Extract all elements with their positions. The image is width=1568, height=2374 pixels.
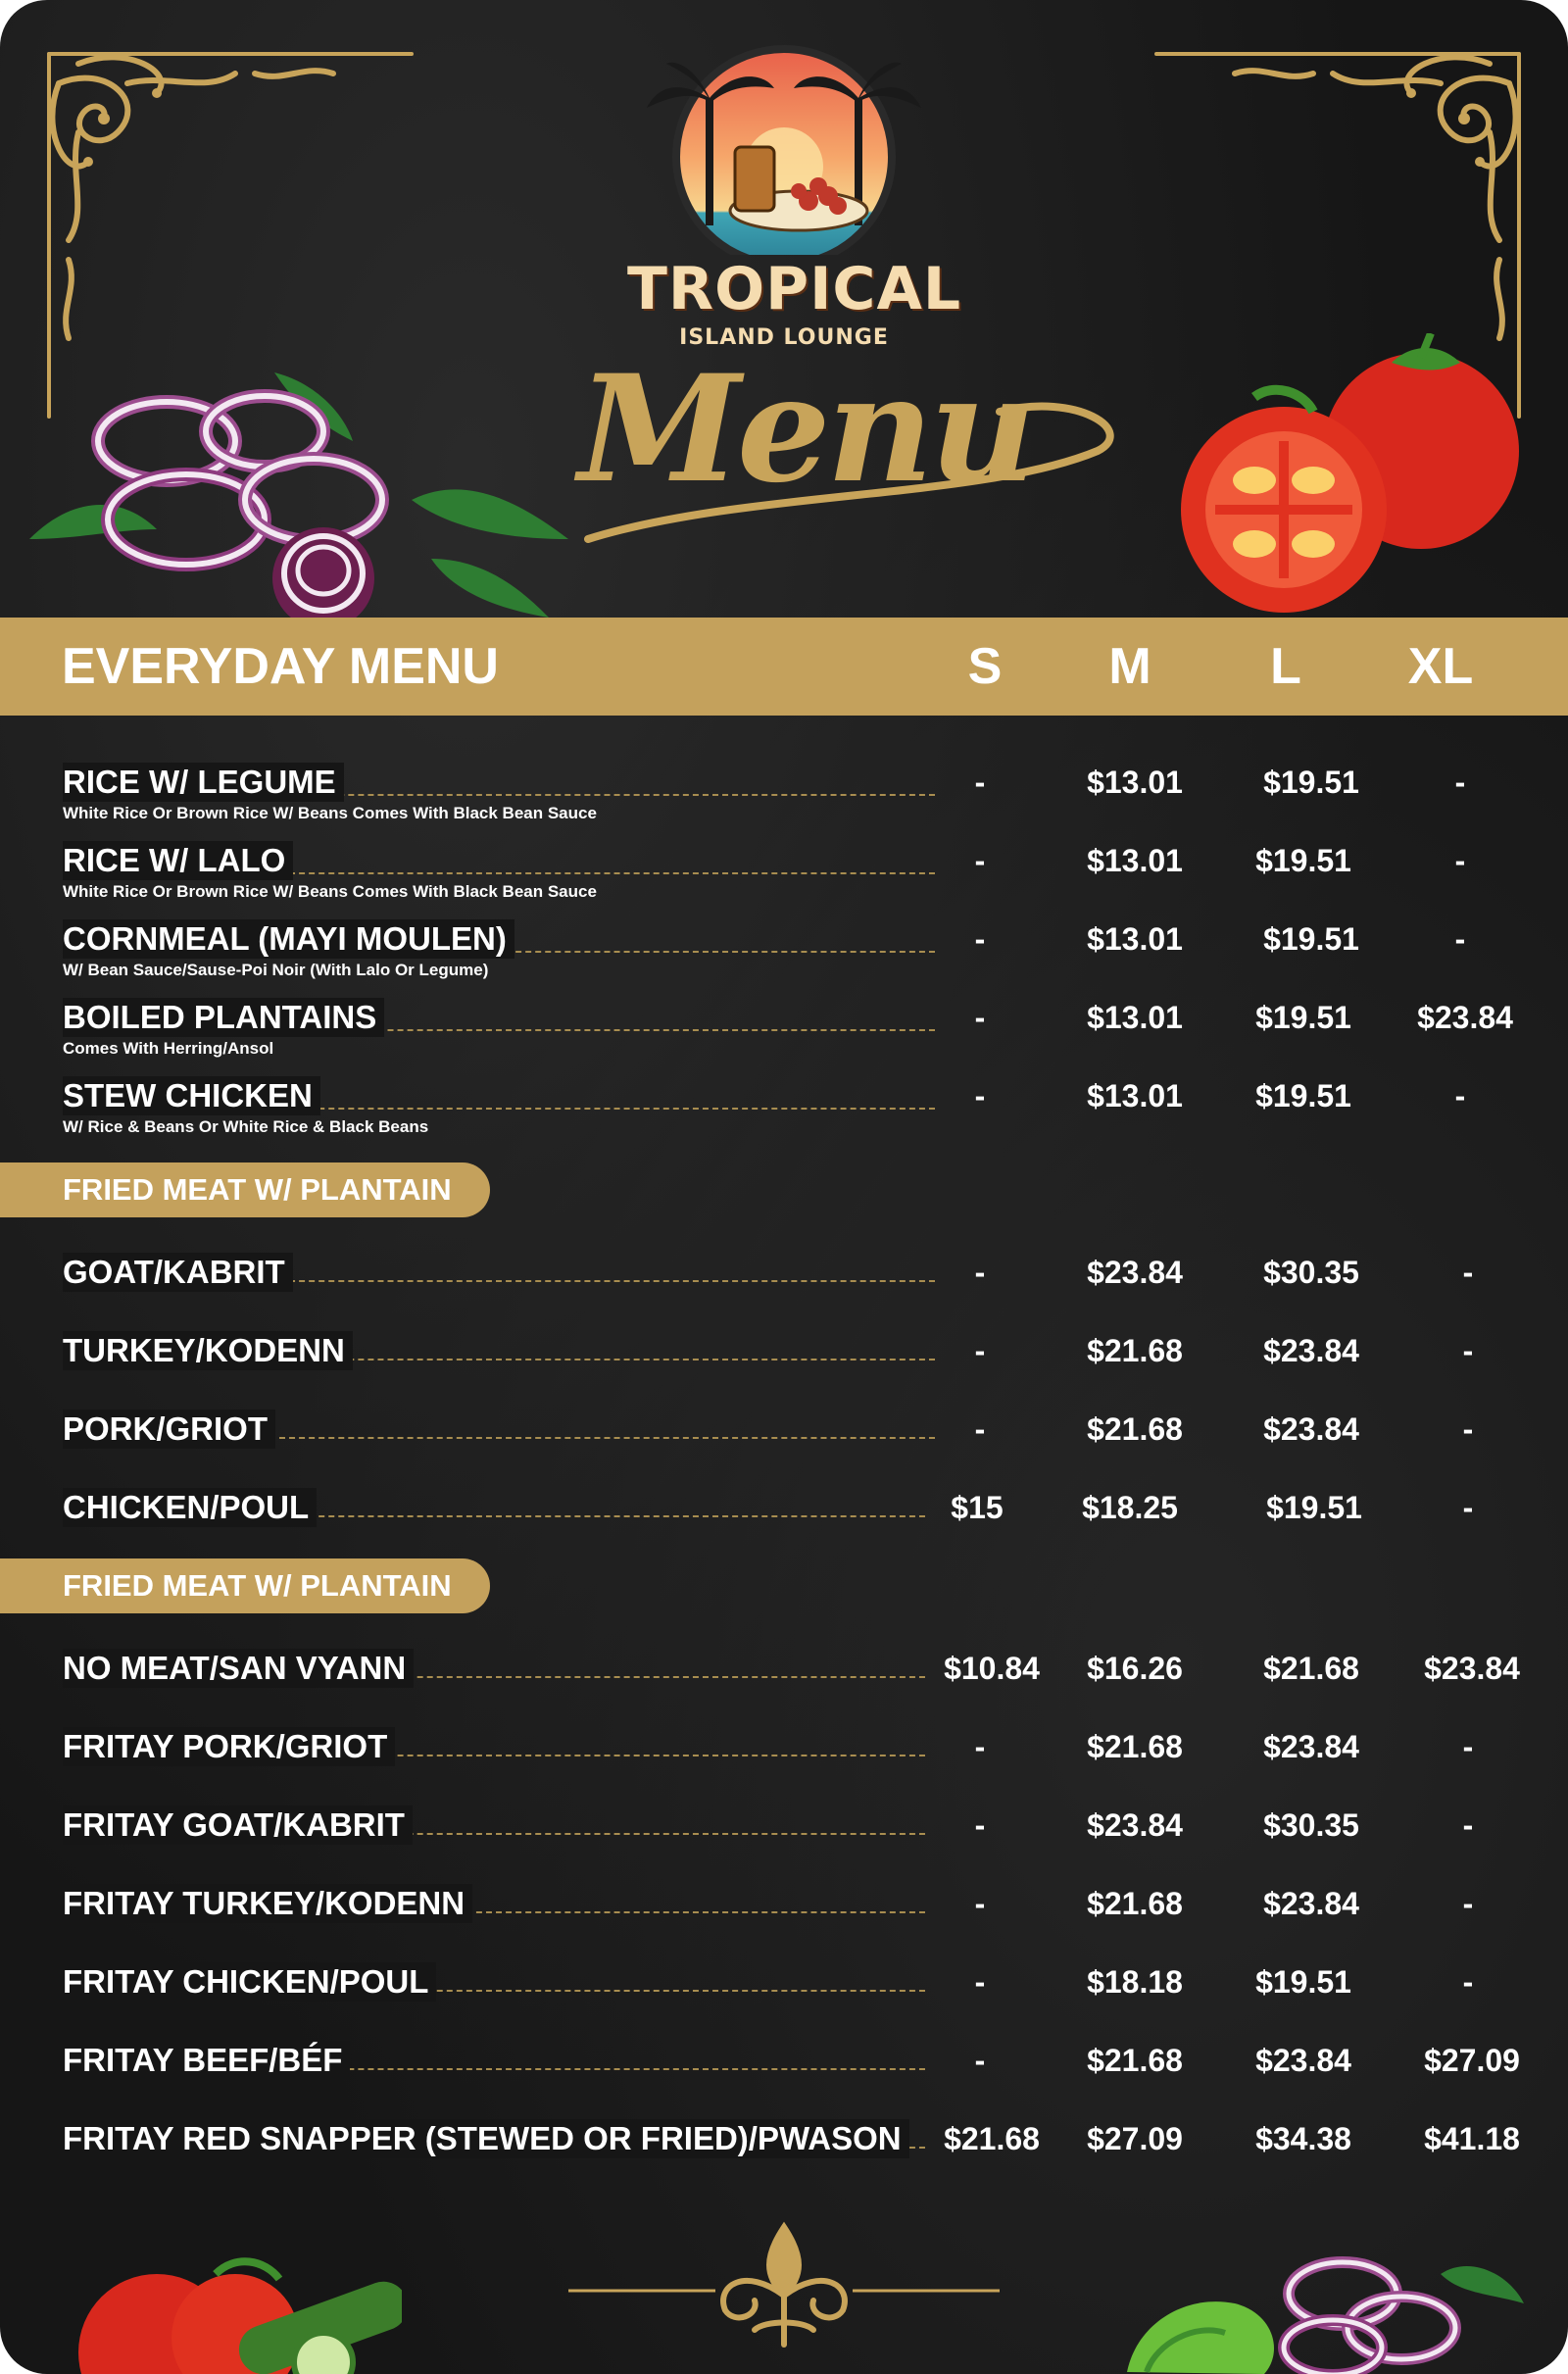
item-description: W/ Bean Sauce/Sause-Poi Noir (With Lalo Or Legume)	[63, 961, 489, 979]
item-name: CORNMEAL (MAYI MOULEN)	[63, 919, 514, 959]
item-name: FRITAY GOAT/KABRIT	[63, 1805, 413, 1845]
fleur-ornament-icon	[568, 2217, 1000, 2354]
price-m: $13.01	[1087, 1078, 1183, 1113]
price-l: $19.51	[1255, 1078, 1351, 1113]
brand-logo	[627, 39, 962, 350]
price-xl: -	[1454, 1078, 1466, 1113]
menu-item-row	[0, 2119, 1568, 2188]
price-l: $34.38	[1255, 2121, 1351, 2156]
price-s: -	[974, 1078, 986, 1113]
item-name: FRITAY BEEF/BÉF	[63, 2041, 350, 2080]
price-s: -	[974, 1333, 986, 1368]
price-s: -	[974, 1411, 986, 1447]
item-name: NO MEAT/SAN VYANN	[63, 1649, 414, 1688]
item-description: Comes With Herring/Ansol	[63, 1039, 274, 1058]
price-l: $23.84	[1255, 2043, 1351, 2078]
tomato-cucumber-icon	[69, 2245, 402, 2374]
price-s: -	[974, 1964, 986, 2000]
menu-heading	[568, 333, 1117, 549]
item-description: White Rice Or Brown Rice W/ Beans Comes With Black Bean Sauce	[63, 804, 597, 822]
price-m: $27.09	[1087, 2121, 1183, 2156]
item-name: TURKEY/KODENN	[63, 1331, 353, 1370]
section-pill-fried-meat	[0, 1162, 490, 1217]
price-l: $21.68	[1263, 1651, 1359, 1686]
price-xl: $23.84	[1417, 1000, 1513, 1035]
price-l: $19.51	[1263, 765, 1359, 800]
menu-heading-text: Menu	[578, 343, 1033, 516]
menu-item-row	[0, 1253, 1568, 1321]
item-name: BOILED PLANTAINS	[63, 998, 384, 1037]
menu-item-row	[0, 998, 1568, 1066]
price-xl: -	[1462, 1255, 1474, 1290]
size-header-l: L	[1270, 638, 1301, 695]
menu-item-row	[0, 841, 1568, 910]
item-name: FRITAY CHICKEN/POUL	[63, 1962, 436, 2002]
menu-item-row	[0, 1805, 1568, 1874]
price-xl: -	[1454, 843, 1466, 878]
menu-item-row	[0, 919, 1568, 988]
price-m: $16.26	[1087, 1651, 1183, 1686]
price-l: $23.84	[1263, 1411, 1359, 1447]
price-l: $19.51	[1255, 1000, 1351, 1035]
price-s: -	[974, 921, 986, 957]
price-xl: -	[1462, 1490, 1474, 1525]
heading-swash-icon	[568, 333, 1117, 549]
price-s: -	[974, 1729, 986, 1764]
price-s: $15	[951, 1490, 1004, 1525]
price-l: $19.51	[1266, 1490, 1362, 1525]
price-s: -	[974, 1000, 986, 1035]
price-m: $23.84	[1087, 1255, 1183, 1290]
price-m: $21.68	[1087, 1333, 1183, 1368]
price-xl: $27.09	[1424, 2043, 1520, 2078]
price-m: $21.68	[1087, 1729, 1183, 1764]
item-name: GOAT/KABRIT	[63, 1253, 293, 1292]
price-l: $23.84	[1263, 1886, 1359, 1921]
band-title: EVERYDAY MENU	[62, 638, 499, 695]
onion-rings-icon	[20, 363, 588, 637]
size-header-s: S	[967, 638, 1003, 695]
item-name: STEW CHICKEN	[63, 1076, 320, 1115]
price-s: -	[974, 1255, 986, 1290]
price-m: $23.84	[1087, 1807, 1183, 1843]
item-name: PORK/GRIOT	[63, 1410, 275, 1449]
price-m: $21.68	[1087, 2043, 1183, 2078]
price-s: $21.68	[944, 2121, 1040, 2156]
item-name: FRITAY RED SNAPPER (STEWED OR FRIED)/PWASON	[63, 2119, 909, 2158]
size-header-m: M	[1108, 638, 1152, 695]
section-pill-fried-meat	[0, 1558, 490, 1613]
menu-item-row	[0, 2041, 1568, 2109]
item-name: FRITAY TURKEY/KODENN	[63, 1884, 472, 1923]
price-s: -	[974, 1886, 986, 1921]
price-xl: -	[1462, 1333, 1474, 1368]
price-m: $13.01	[1087, 1000, 1183, 1035]
item-name: FRITAY PORK/GRIOT	[63, 1727, 395, 1766]
price-xl: -	[1454, 765, 1466, 800]
price-m: $18.25	[1082, 1490, 1178, 1525]
item-description: W/ Rice & Beans Or White Rice & Black Beans	[63, 1117, 429, 1136]
price-l: $30.35	[1263, 1255, 1359, 1290]
price-m: $13.01	[1087, 843, 1183, 878]
price-xl: $41.18	[1424, 2121, 1520, 2156]
price-m: $13.01	[1087, 921, 1183, 957]
price-l: $19.51	[1263, 921, 1359, 957]
price-xl: -	[1462, 1729, 1474, 1764]
price-m: $18.18	[1087, 1964, 1183, 2000]
brand-tagline: ISLAND LOUNGE	[679, 325, 889, 350]
menu-item-row	[0, 1331, 1568, 1400]
menu-item-row	[0, 763, 1568, 831]
price-s: -	[974, 1807, 986, 1843]
menu-item-row	[0, 1962, 1568, 2031]
menu-item-row	[0, 1488, 1568, 1557]
menu-item-row	[0, 1727, 1568, 1796]
size-header-xl: XL	[1407, 638, 1474, 695]
price-s: -	[974, 2043, 986, 2078]
price-l: $30.35	[1263, 1807, 1359, 1843]
price-m: $21.68	[1087, 1886, 1183, 1921]
menu-item-row	[0, 1649, 1568, 1717]
section-title: FRIED MEAT W/ PLANTAIN	[63, 1568, 452, 1603]
item-name: RICE W/ LALO	[63, 841, 293, 880]
price-s: -	[974, 765, 986, 800]
price-xl: $23.84	[1424, 1651, 1520, 1686]
price-xl: -	[1462, 1964, 1474, 2000]
sunset-palm-icon	[627, 39, 941, 255]
everyday-menu-band	[0, 618, 1568, 716]
price-xl: -	[1462, 1886, 1474, 1921]
item-name: RICE W/ LEGUME	[63, 763, 344, 802]
menu-item-row	[0, 1410, 1568, 1478]
price-m: $21.68	[1087, 1411, 1183, 1447]
price-m: $13.01	[1087, 765, 1183, 800]
price-xl: -	[1454, 921, 1466, 957]
item-name: CHICKEN/POUL	[63, 1488, 317, 1527]
price-l: $23.84	[1263, 1729, 1359, 1764]
menu-item-row	[0, 1884, 1568, 1953]
section-title: FRIED MEAT W/ PLANTAIN	[63, 1172, 452, 1207]
price-xl: -	[1462, 1411, 1474, 1447]
price-xl: -	[1462, 1807, 1474, 1843]
brand-name: TROPICAL	[627, 255, 962, 323]
price-l: $19.51	[1255, 843, 1351, 878]
price-l: $19.51	[1255, 1964, 1351, 2000]
price-s: $10.84	[944, 1651, 1040, 1686]
item-description: White Rice Or Brown Rice W/ Beans Comes With Black Bean Sauce	[63, 882, 597, 901]
menu-item-row	[0, 1076, 1568, 1145]
lettuce-onion-icon	[1117, 2235, 1529, 2374]
price-s: -	[974, 843, 986, 878]
price-l: $23.84	[1263, 1333, 1359, 1368]
tomato-icon	[1166, 333, 1539, 627]
